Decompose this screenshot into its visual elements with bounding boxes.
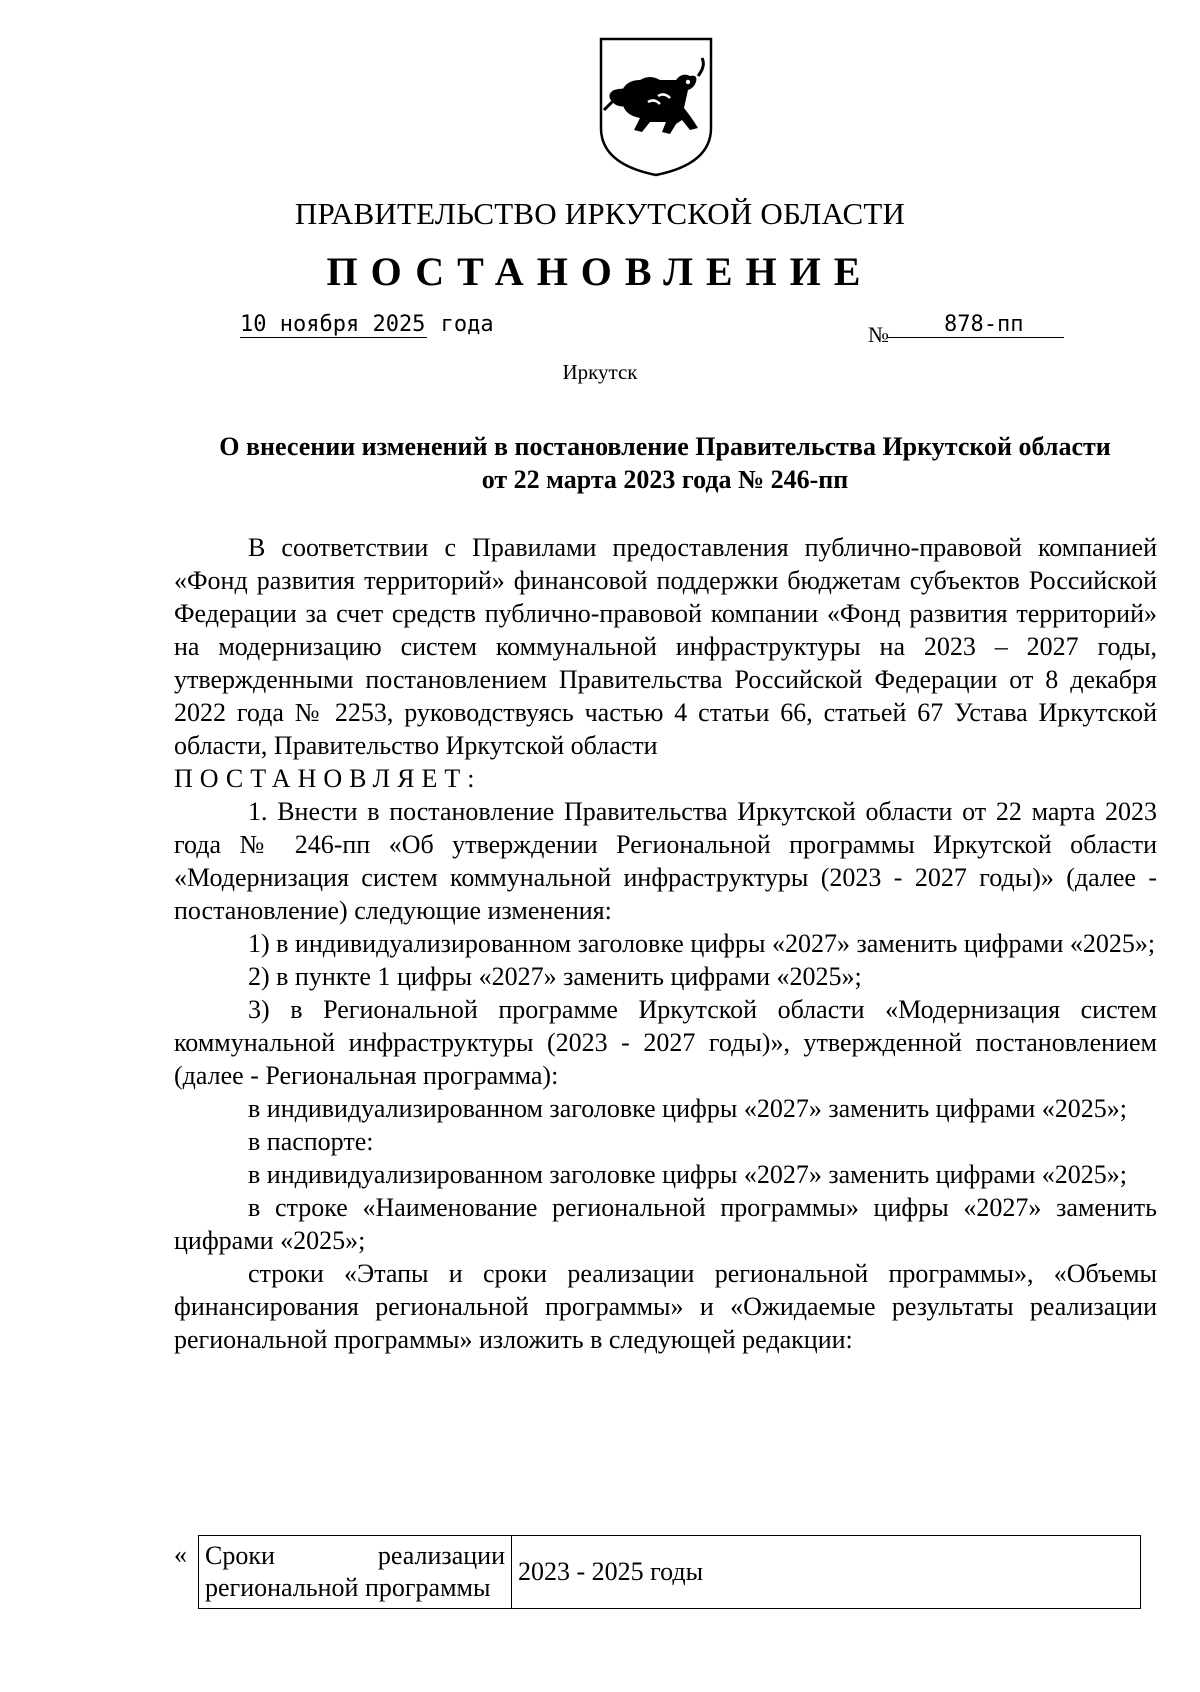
document-number: 878-пп xyxy=(888,312,1064,338)
document-type-heading: ПОСТАНОВЛЕНИЕ xyxy=(326,249,874,294)
date-suffix: года xyxy=(427,312,494,337)
document-body xyxy=(174,531,1157,1356)
table-cell-label xyxy=(199,1536,512,1609)
document-title xyxy=(170,430,1160,496)
paragraph-1-item-3e: строки «Этапы и сроки реализации региональной программы», «Объемы финансирования региональной программы» и «Ожидаемые результаты реализации региональной программы» изложить в следующей редакции: xyxy=(174,1259,1157,1354)
paragraph-1-item-3: 3) в Региональной программе Иркутской области «Модернизация систем коммунальной инфраструктуры (2023 - 2027 годы)», утвержденной постановлением (далее - Региональная программа): xyxy=(174,995,1157,1090)
paragraph-1-item-3c: в индивидуализированном заголовке цифры «2027» заменить цифрами «2025»; xyxy=(248,1160,1127,1189)
paragraph-1: 1. Внести в постановление Правительства Иркутской области от 22 марта 2023 года № 246-пп «Об утверждении Региональной программы Иркутской области «Модернизация систем коммунальной инфраструктуры (2023 - 2027 годы)» (далее - постановление) следующие изменения: xyxy=(174,797,1157,925)
row-label: Сроки реализации региональной программы xyxy=(205,1541,505,1602)
government-name: ПРАВИТЕЛЬСТВО ИРКУТСКОЙ ОБЛАСТИ xyxy=(294,196,906,231)
table-open-quote: « xyxy=(174,1540,187,1569)
paragraph-1-item-1: 1) в индивидуализированном заголовке цифры «2027» заменить цифрами «2025»; xyxy=(248,929,1156,958)
preamble-paragraph: В соответствии с Правилами предоставления публично-правовой компанией «Фонд развития территорий» финансовой поддержки бюджетам субъектов Российской Федерации за счет средств публично-правовой компании «Фонд развития территорий» на модернизацию систем коммунальной инфраструктуры на 2023 – 2027 годы, утвержденными постановлением Правительства Российской Федерации от 8 декабря 2022 года № 2253, руководствуясь частью 4 статьи 66, статьей 67 Устава Иркутской области, Правительство Иркутской области xyxy=(174,533,1157,760)
document-date xyxy=(240,312,494,338)
document-city: Иркутск xyxy=(562,360,638,384)
paragraph-1-item-2: 2) в пункте 1 цифры «2027» заменить цифрами «2025»; xyxy=(248,962,862,991)
title-line-1: О внесении изменений в постановление Правительства Иркутской области xyxy=(219,432,1111,461)
date-value: 10 ноября 2025 xyxy=(240,312,426,337)
paragraph-1-item-3b: в паспорте: xyxy=(248,1127,374,1156)
paragraph-1-item-3d: в строке «Наименование региональной программы» цифры «2027» заменить цифрами «2025»; xyxy=(174,1193,1157,1255)
paragraph-1-item-3a: в индивидуализированном заголовке цифры «2027» заменить цифрами «2025»; xyxy=(248,1094,1127,1123)
table-cell-value xyxy=(512,1536,1141,1609)
table-row xyxy=(199,1536,1141,1609)
row-value: 2023 - 2025 годы xyxy=(518,1557,704,1586)
program-passport-table xyxy=(198,1535,1141,1609)
decree-word: ПОСТАНОВЛЯЕТ: xyxy=(174,764,482,793)
number-sign: № xyxy=(868,322,889,347)
title-line-2: от 22 марта 2023 года № 246-пп xyxy=(481,465,849,494)
coat-of-arms-emblem xyxy=(598,36,714,178)
